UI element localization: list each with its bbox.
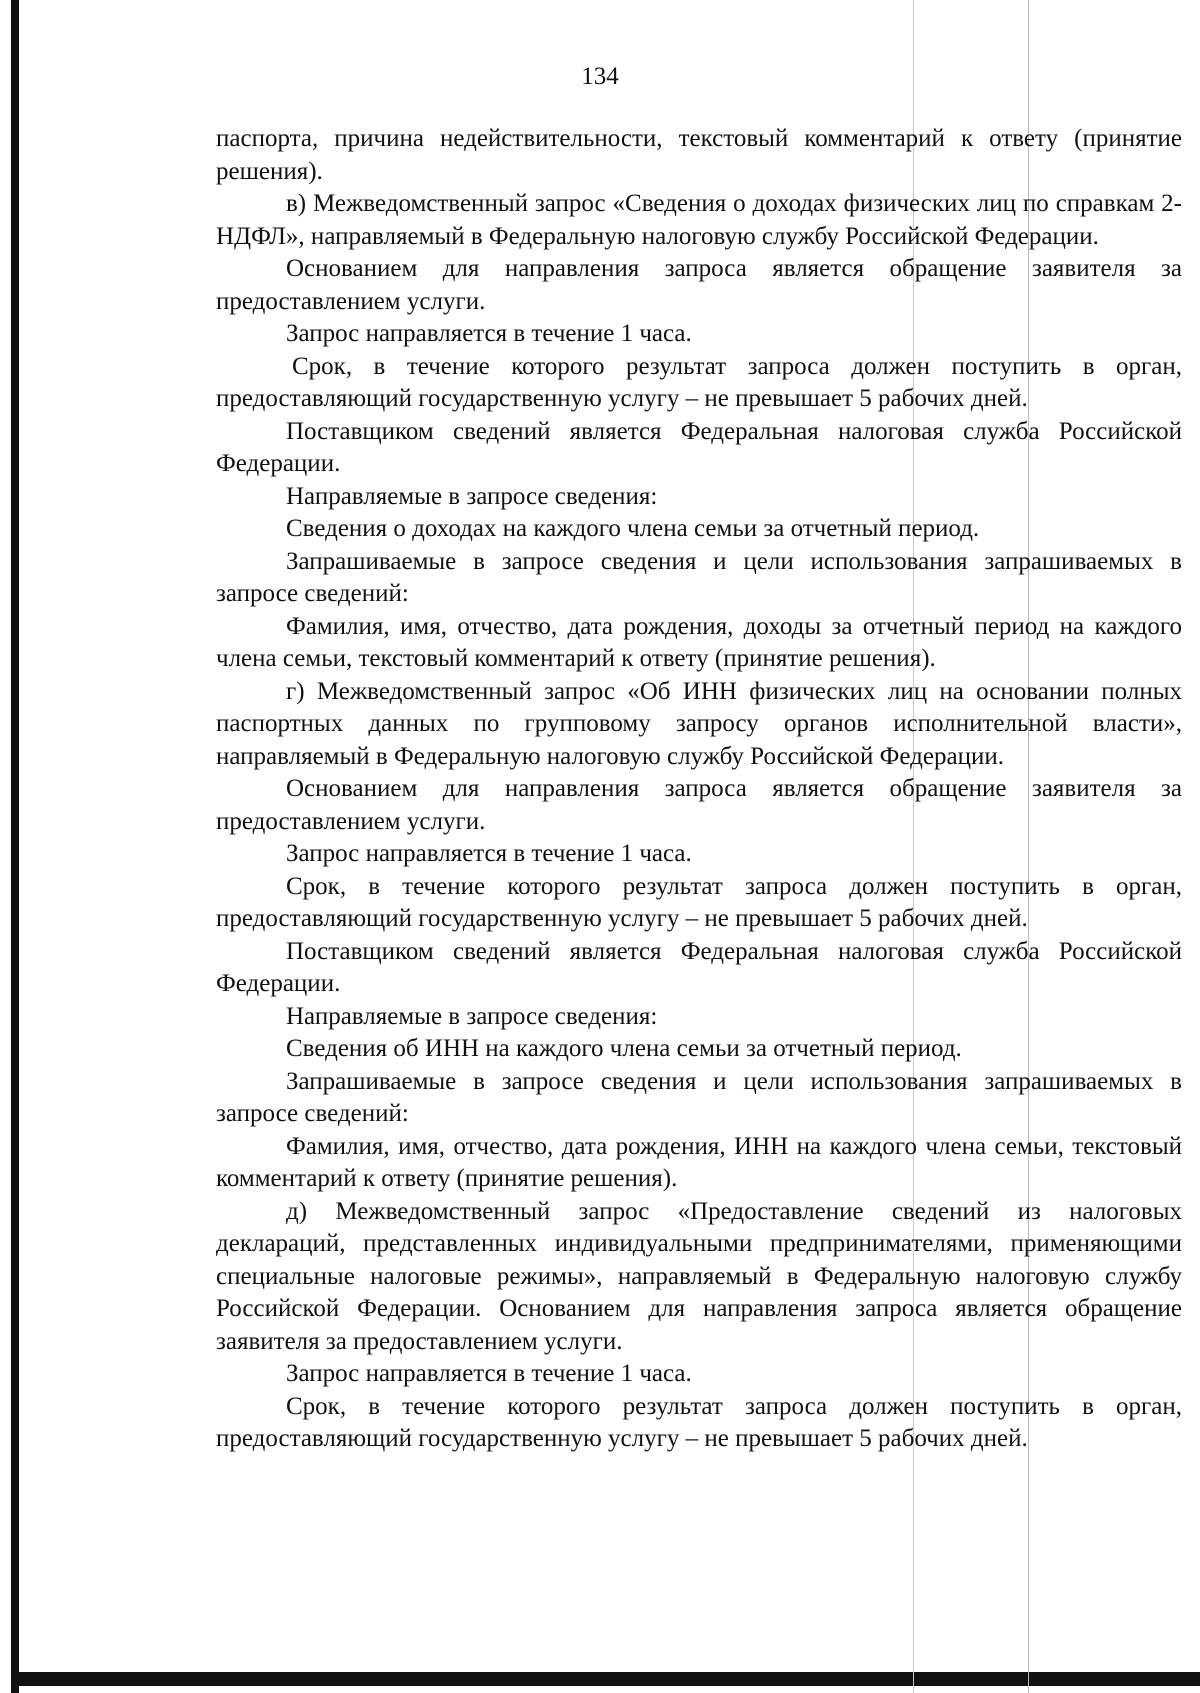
paragraph: Срок, в течение которого результат запроса должен поступить в орган, предоставляющий государственную услугу – не превышает 5 рабочих дней.: [216, 872, 1182, 932]
scan-bottom-border: [18, 1672, 1200, 1686]
paragraph: Срок, в течение которого результат запроса должен поступить в орган, предоставляющий государственную услугу – не превышает 5 рабочих дней.: [216, 352, 1182, 412]
paragraph: Запрос направляется в течение 1 часа.: [286, 840, 692, 867]
paragraph: д) Межведомственный запрос «Предоставление сведений из налоговых деклараций, представленных индивидуальными предпринимателями, применяющими специальные налоговые режимы», направляемый в Федеральную налоговую службу Российской Федерации. Основанием для направления запроса является обращение заявителя за предоставлением услуги.: [216, 1197, 1182, 1355]
paragraph: Основанием для направления запроса является обращение заявителя за предоставлением услуги.: [216, 255, 1182, 315]
paragraph: паспорта, причина недействительности, текстовый комментарий к ответу (принятие решения).: [216, 125, 1182, 185]
paragraph: Основанием для направления запроса является обращение заявителя за предоставлением услуги.: [216, 775, 1182, 835]
scan-left-border: [11, 0, 19, 1693]
paragraph: Сведения об ИНН на каждого члена семьи за отчетный период.: [286, 1035, 962, 1062]
paragraph: в) Межведомственный запрос «Сведения о доходах физических лиц по справкам 2-НДФЛ», направляемый в Федеральную налоговую службу Российской Федерации.: [216, 190, 1182, 250]
paragraph: Сведения о доходах на каждого члена семьи за отчетный период.: [286, 515, 980, 542]
paragraph: Запрашиваемые в запросе сведения и цели использования запрашиваемых в запросе сведений:: [216, 1067, 1182, 1127]
paragraph: Направляемые в запросе сведения:: [286, 1002, 658, 1030]
paragraph: Направляемые в запросе сведения:: [286, 482, 658, 510]
paragraph: Срок, в течение которого результат запроса должен поступить в орган, предоставляющий государственную услугу – не превышает 5 рабочих дней.: [216, 1392, 1182, 1452]
document-body: [216, 123, 1182, 1456]
paragraph: Фамилия, имя, отчество, дата рождения, ИНН на каждого члена семьи, текстовый комментарий к ответу (принятие решения).: [216, 1132, 1182, 1192]
paragraph: Запрос направляется в течение 1 часа.: [286, 1360, 692, 1387]
paragraph: Запрашиваемые в запросе сведения и цели использования запрашиваемых в запросе сведений:: [216, 547, 1182, 607]
paragraph: Поставщиком сведений является Федеральная налоговая служба Российской Федерации.: [216, 937, 1182, 997]
paragraph: Поставщиком сведений является Федеральная налоговая служба Российской Федерации.: [216, 417, 1182, 477]
paragraph: Запрос направляется в течение 1 часа.: [286, 320, 692, 347]
paragraph: Фамилия, имя, отчество, дата рождения, доходы за отчетный период на каждого члена семьи, текстовый комментарий к ответу (принятие решения).: [216, 612, 1182, 672]
page-number: 134: [581, 63, 619, 90]
paragraph: г) Межведомственный запрос «Об ИНН физических лиц на основании полных паспортных данных по групповому запросу органов исполнительной власти», направляемый в Федеральную налоговую службу Российской Федерации.: [216, 677, 1182, 770]
